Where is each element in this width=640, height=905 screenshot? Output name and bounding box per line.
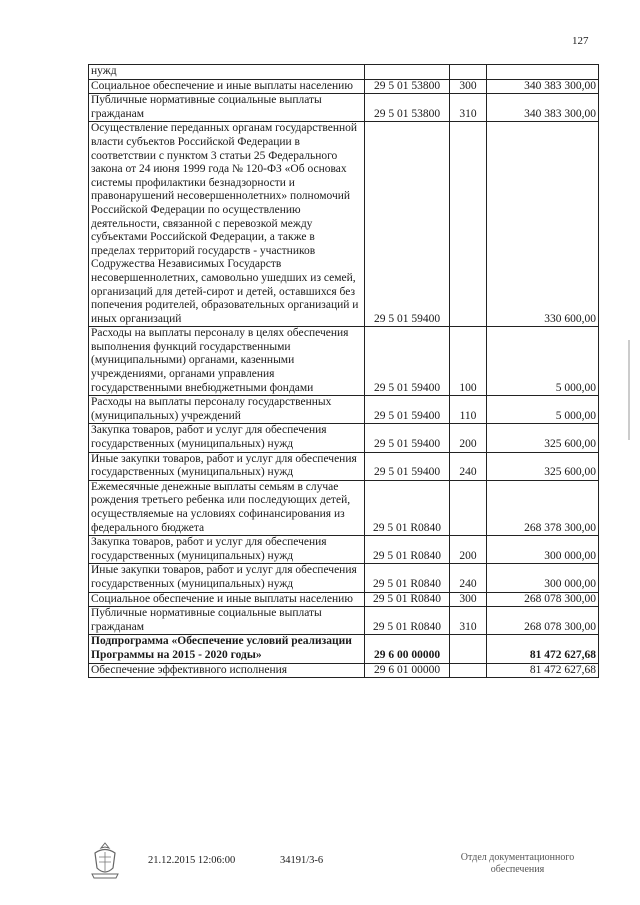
row-amount: 81 472 627,68 bbox=[487, 663, 599, 678]
row-name: Закупка товаров, работ и услуг для обеспечения государственных (муниципальных) нужд bbox=[89, 536, 365, 564]
row-expense-type: 200 bbox=[450, 536, 487, 564]
budget-table-body bbox=[89, 65, 599, 678]
table-row bbox=[89, 327, 599, 396]
stamp-line-1: Отдел документационного bbox=[460, 852, 575, 863]
row-name: Ежемесячные денежные выплаты семьям в случае рождения третьего ребенка или последующих детей, осуществляемые на условиях софинансирования из федерального бюджета bbox=[89, 480, 365, 535]
row-code: 29 5 01 59400 bbox=[365, 452, 450, 480]
row-code: 29 5 01 R0840 bbox=[365, 607, 450, 635]
row-name: Иные закупки товаров, работ и услуг для обеспечения государственных (муниципальных) нужд bbox=[89, 564, 365, 592]
row-amount: 325 600,00 bbox=[487, 424, 599, 452]
row-name: Публичные нормативные социальные выплаты гражданам bbox=[89, 607, 365, 635]
row-name: Публичные нормативные социальные выплаты гражданам bbox=[89, 94, 365, 122]
table-row bbox=[89, 607, 599, 635]
row-code bbox=[365, 65, 450, 80]
row-expense-type bbox=[450, 635, 487, 663]
row-expense-type: 100 bbox=[450, 327, 487, 396]
row-code: 29 5 01 R0840 bbox=[365, 480, 450, 535]
row-amount: 340 383 300,00 bbox=[487, 79, 599, 94]
row-expense-type: 300 bbox=[450, 79, 487, 94]
row-code: 29 5 01 R0840 bbox=[365, 564, 450, 592]
row-expense-type bbox=[450, 663, 487, 678]
row-expense-type: 300 bbox=[450, 592, 487, 607]
table-row bbox=[89, 480, 599, 535]
budget-table bbox=[88, 64, 599, 678]
row-name: нужд bbox=[89, 65, 365, 80]
footer-doc-number: 34191/3-6 bbox=[280, 855, 324, 866]
department-stamp bbox=[430, 852, 605, 876]
row-expense-type: 310 bbox=[450, 607, 487, 635]
row-code: 29 6 00 00000 bbox=[365, 635, 450, 663]
row-name: Иные закупки товаров, работ и услуг для обеспечения государственных (муниципальных) нужд bbox=[89, 452, 365, 480]
row-amount bbox=[487, 65, 599, 80]
table-row bbox=[89, 536, 599, 564]
row-amount: 325 600,00 bbox=[487, 452, 599, 480]
row-expense-type: 240 bbox=[450, 452, 487, 480]
row-name: Расходы на выплаты персоналу государственных (муниципальных) учреждений bbox=[89, 396, 365, 424]
row-amount: 300 000,00 bbox=[487, 564, 599, 592]
table-row bbox=[89, 396, 599, 424]
row-code: 29 5 01 53800 bbox=[365, 79, 450, 94]
table-row bbox=[89, 65, 599, 80]
row-amount: 268 078 300,00 bbox=[487, 607, 599, 635]
row-amount: 268 078 300,00 bbox=[487, 592, 599, 607]
table-row bbox=[89, 94, 599, 122]
row-expense-type bbox=[450, 480, 487, 535]
row-expense-type: 110 bbox=[450, 396, 487, 424]
row-name: Подпрограмма «Обеспечение условий реализации Программы на 2015 - 2020 годы» bbox=[89, 635, 365, 663]
row-code: 29 6 01 00000 bbox=[365, 663, 450, 678]
scan-edge-mark bbox=[628, 340, 630, 440]
table-row bbox=[89, 663, 599, 678]
row-code: 29 5 01 59400 bbox=[365, 327, 450, 396]
row-code: 29 5 01 59400 bbox=[365, 424, 450, 452]
row-name: Социальное обеспечение и иные выплаты населению bbox=[89, 592, 365, 607]
row-code: 29 5 01 59400 bbox=[365, 122, 450, 327]
row-amount: 300 000,00 bbox=[487, 536, 599, 564]
row-expense-type: 240 bbox=[450, 564, 487, 592]
row-expense-type bbox=[450, 65, 487, 80]
row-code: 29 5 01 R0840 bbox=[365, 592, 450, 607]
table-row bbox=[89, 452, 599, 480]
footer-datetime: 21.12.2015 12:06:00 bbox=[148, 855, 236, 866]
table-row bbox=[89, 122, 599, 327]
table-row bbox=[89, 592, 599, 607]
row-amount: 81 472 627,68 bbox=[487, 635, 599, 663]
row-name: Обеспечение эффективного исполнения bbox=[89, 663, 365, 678]
row-expense-type: 200 bbox=[450, 424, 487, 452]
row-name: Расходы на выплаты персоналу в целях обеспечения выполнения функций государственными (муниципальными) органами, казенными учреждениями, органами управления государственными внебюджетными фондами bbox=[89, 327, 365, 396]
row-amount: 5 000,00 bbox=[487, 327, 599, 396]
row-expense-type bbox=[450, 122, 487, 327]
table-row bbox=[89, 564, 599, 592]
row-amount: 268 378 300,00 bbox=[487, 480, 599, 535]
table-row bbox=[89, 79, 599, 94]
row-name: Осуществление переданных органам государственной власти субъектов Российской Федерации в соответствии с пунктом 3 статьи 25 Федерального закона от 24 июня 1999 года № 120-ФЗ «Об основах системы профилактики безнадзорности и правонарушений несовершеннолетних» полномочий Российской Федерации по осуществлению деятельности, связанной с перевозкой между субъектами Российской Федерации, а также в пределах территорий государств - участников Содружества Независимых Государств несовершеннолетних, самовольно ушедших из семей, организаций для детей-сирот и детей, оставшихся без попечения родителей, образовательных организаций и иных организаций bbox=[89, 122, 365, 327]
table-row bbox=[89, 424, 599, 452]
row-amount: 5 000,00 bbox=[487, 396, 599, 424]
row-code: 29 5 01 R0840 bbox=[365, 536, 450, 564]
row-code: 29 5 01 53800 bbox=[365, 94, 450, 122]
row-code: 29 5 01 59400 bbox=[365, 396, 450, 424]
row-name: Социальное обеспечение и иные выплаты населению bbox=[89, 79, 365, 94]
stamp-line-2: обеспечения bbox=[490, 864, 545, 875]
coat-of-arms-icon bbox=[88, 840, 122, 880]
table-row bbox=[89, 635, 599, 663]
row-amount: 330 600,00 bbox=[487, 122, 599, 327]
row-name: Закупка товаров, работ и услуг для обеспечения государственных (муниципальных) нужд bbox=[89, 424, 365, 452]
row-expense-type: 310 bbox=[450, 94, 487, 122]
row-amount: 340 383 300,00 bbox=[487, 94, 599, 122]
page-number: 127 bbox=[572, 35, 589, 47]
